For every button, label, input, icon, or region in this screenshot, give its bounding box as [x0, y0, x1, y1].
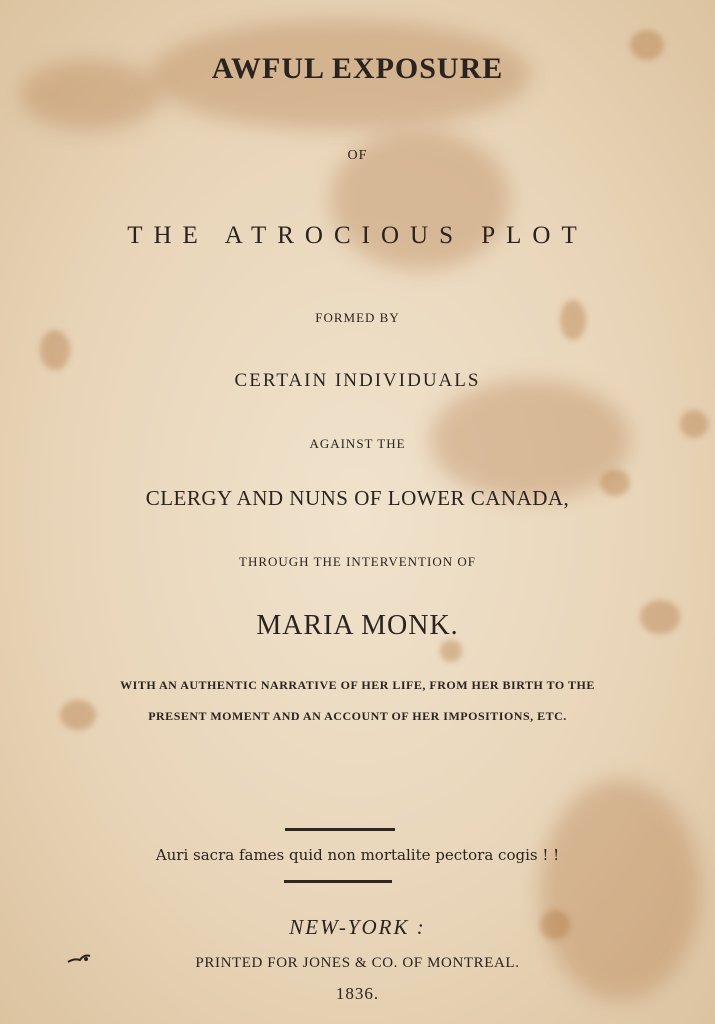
author-name: MARIA MONK. [256, 610, 459, 641]
individuals-line: CERTAIN INDIVIDUALS [234, 370, 481, 391]
imprint-year: 1836. [335, 984, 380, 1003]
imprint-place: NEW-YORK : [289, 915, 426, 939]
top-rule [285, 828, 395, 831]
formed-by-line: FORMED BY [315, 310, 400, 325]
of-line: OF [347, 148, 368, 163]
narrative-line-2: PRESENT MOMENT AND AN ACCOUNT OF HER IMPOSITIONS, ETC. [148, 709, 567, 723]
target-line: CLERGY AND NUNS OF LOWER CANADA, [145, 486, 570, 510]
against-line: AGAINST THE [309, 436, 406, 451]
bottom-rule [284, 880, 392, 883]
narrative-line-1: WITH AN AUTHENTIC NARRATIVE OF HER LIFE, FROM HER BIRTH TO THE [120, 678, 595, 692]
title: AWFUL EXPOSURE [211, 52, 504, 85]
subject-heading: THE ATROCIOUS PLOT [127, 222, 588, 249]
through-line: THROUGH THE INTERVENTION OF [239, 554, 476, 569]
imprint-printer: PRINTED FOR JONES & CO. OF MONTREAL. [195, 955, 520, 971]
motto: Auri sacra fames quid non mortalite pectora cogis ! ! [155, 846, 560, 864]
